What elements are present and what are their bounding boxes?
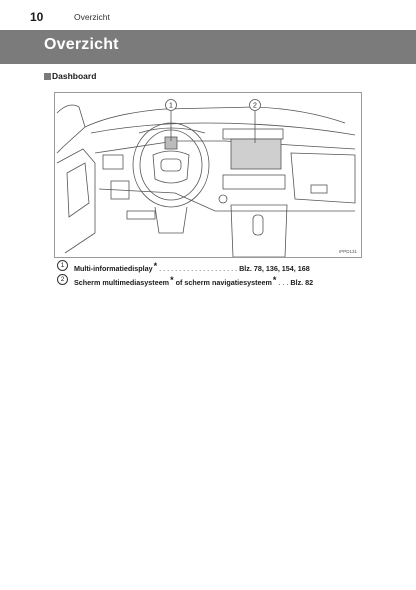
climate-controls [223,175,285,189]
windshield-edge [85,107,345,127]
page-reference: Blz. 78, 136, 154, 168 [239,264,310,273]
multimedia-screen [231,139,281,169]
page-title: Overzicht [44,36,119,53]
center-vents [223,129,283,139]
section-heading-label: Dashboard [52,71,97,81]
gear-shift [253,215,263,235]
item-text [74,261,310,273]
dashboard-illustration [54,92,362,258]
item-label-continuation: of scherm navigatiesysteem [173,278,272,287]
glovebox-handle [311,185,327,193]
door-window-outline [57,105,85,153]
leader-dots: . . . . . . . . . . . . . . . . . . . . [157,264,240,273]
dashboard-drawing [55,93,361,257]
section-square-icon [44,73,51,80]
callout-2-number: 2 [253,102,257,110]
page-number: 10 [30,10,44,24]
item-text [74,275,313,287]
page-reference: Blz. 82 [290,278,314,287]
dash-line [95,141,355,153]
item-number: 2 [57,274,68,285]
steering-logo [161,159,181,171]
title-bar [0,30,416,64]
asterisk: * [170,275,174,285]
center-console [231,205,287,257]
asterisk: * [153,261,158,271]
start-button [219,195,227,203]
steering-column [155,207,187,233]
leader-dots: . . . [276,278,291,287]
item-number: 1 [57,260,68,271]
steering-hub [153,151,189,183]
figure-code: IPPD131 [338,249,357,254]
lower-panel [127,211,155,219]
item-label: Scherm multimediasysteem [74,278,170,287]
page-header [0,0,416,28]
door-handle-area [67,163,89,217]
left-vent [103,155,123,169]
asterisk: * [272,275,277,285]
glovebox-area [291,153,355,203]
door-panel [57,149,95,253]
running-title: Overzicht [74,12,110,22]
callout-1-number: 1 [169,102,173,110]
item-label: Multi-informatiedisplay [74,264,153,273]
